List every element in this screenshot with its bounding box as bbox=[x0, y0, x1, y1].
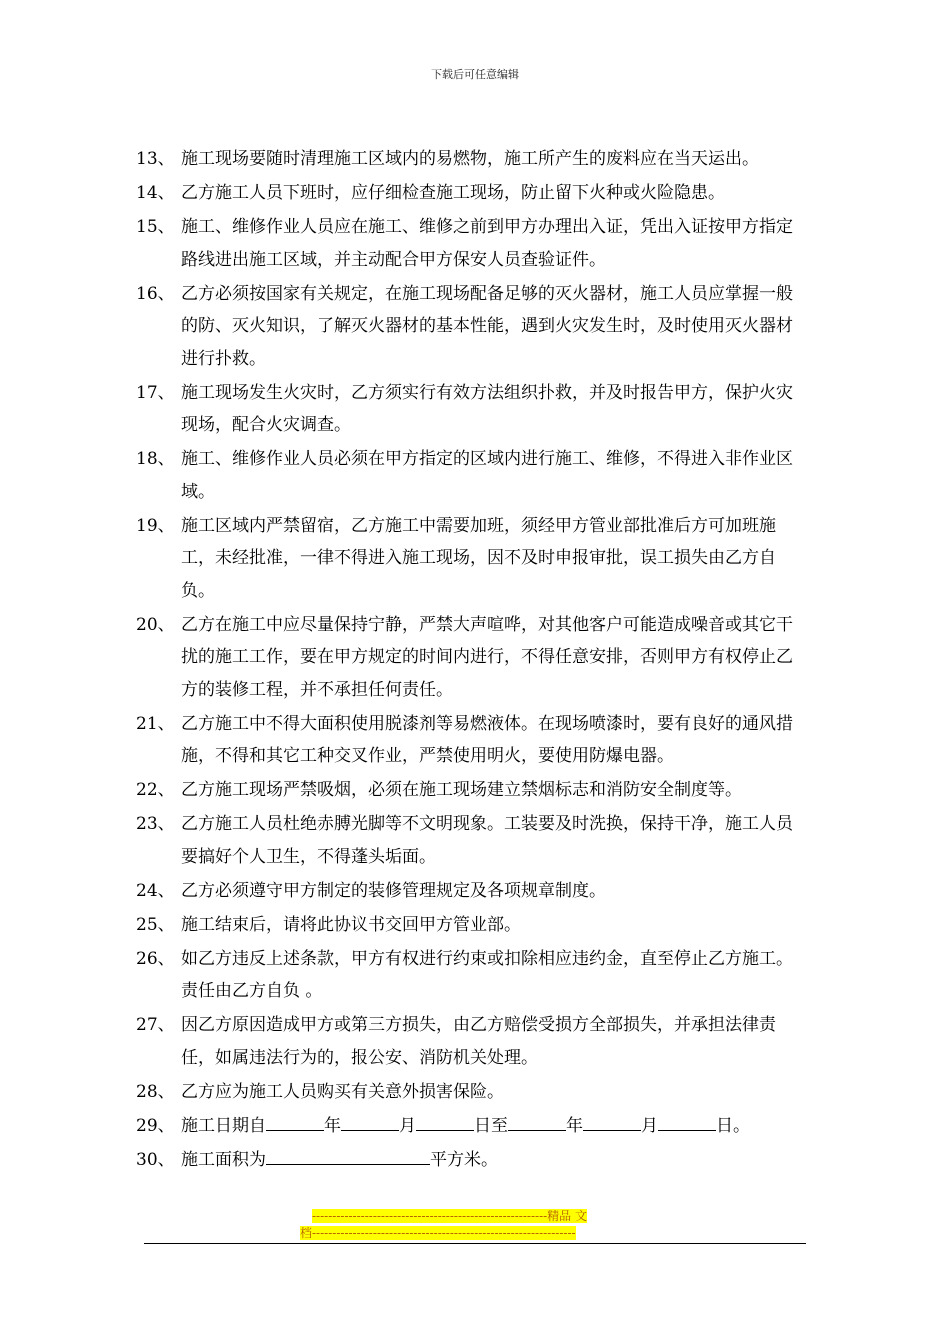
start-year-blank[interactable] bbox=[266, 1111, 324, 1131]
clause-text: 乙方必须遵守甲方制定的装修管理规定及各项规章制度。 bbox=[181, 880, 606, 901]
clause-text bbox=[181, 1110, 808, 1143]
clause-number: 14、 bbox=[136, 183, 175, 203]
footer-watermark bbox=[300, 1208, 650, 1242]
clause-text: 施工结束后，请将此协议书交回甲方管业部。 bbox=[181, 914, 521, 935]
clause-text: 因乙方原因造成甲方或第三方损失，由乙方赔偿受损方全部损失，并承担法律责任，如属违法行为的，报公安、消防机关处理。 bbox=[181, 1015, 776, 1068]
clause-17 bbox=[136, 377, 808, 442]
area-blank[interactable] bbox=[266, 1145, 430, 1165]
clause-14 bbox=[136, 177, 808, 210]
clause-number: 27、 bbox=[136, 1015, 175, 1035]
start-month-blank[interactable] bbox=[341, 1111, 399, 1131]
clause-text: 施工现场要随时清理施工区域内的易燃物，施工所产生的废料应在当天运出。 bbox=[181, 149, 759, 169]
end-month-blank[interactable] bbox=[583, 1111, 641, 1131]
start-month-unit: 月 bbox=[399, 1115, 416, 1136]
clause-number: 18、 bbox=[136, 449, 175, 469]
clause-15 bbox=[136, 211, 808, 276]
end-month-unit: 月 bbox=[641, 1115, 658, 1136]
clause-number: 20、 bbox=[136, 614, 175, 635]
clause-number: 17、 bbox=[136, 382, 175, 403]
clause-number: 28、 bbox=[136, 1081, 175, 1102]
clause-number: 26、 bbox=[136, 948, 175, 969]
clause-18 bbox=[136, 443, 808, 508]
end-day-unit: 日。 bbox=[716, 1115, 750, 1136]
clause-text: 乙方应为施工人员购买有关意外损害保险。 bbox=[181, 1081, 504, 1102]
clause-list bbox=[136, 143, 808, 1178]
clause-number: 29、 bbox=[136, 1115, 175, 1136]
clause-number: 24、 bbox=[136, 880, 175, 901]
date-prefix: 施工日期自 bbox=[181, 1115, 266, 1136]
area-prefix: 施工面积为 bbox=[181, 1149, 266, 1170]
clause-text: 乙方必须按国家有关规定，在施工现场配备足够的灭火器材，施工人员应掌握一般的防、灭火知识，了解灭火器材的基本性能，遇到火灾发生时，及时使用灭火器材进行扑救。 bbox=[181, 283, 793, 369]
end-year-unit: 年 bbox=[566, 1115, 583, 1136]
clause-text: 乙方施工中不得大面积使用脱漆剂等易燃液体。在现场喷漆时，要有良好的通风措施，不得和其它工种交叉作业，严禁使用明火，要使用防爆电器。 bbox=[181, 713, 793, 766]
clause-number: 30、 bbox=[136, 1149, 175, 1170]
clause-19 bbox=[136, 510, 808, 608]
clause-23 bbox=[136, 808, 808, 873]
start-day-unit: 日至 bbox=[474, 1115, 508, 1136]
clause-text: 乙方在施工中应尽量保持宁静，严禁大声喧哗，对其他客户可能造成噪音或其它干扰的施工工作，要在甲方规定的时间内进行，不得任意安排，否则甲方有权停止乙方的装修工程，并不承担任何责任。 bbox=[181, 614, 793, 700]
clause-21 bbox=[136, 708, 808, 773]
clause-29 bbox=[136, 1110, 808, 1143]
clause-text: 施工区域内严禁留宿，乙方施工中需要加班，须经甲方管业部批准后方可加班施工，未经批准，一律不得进入施工现场，因不及时申报审批，误工损失由乙方自负。 bbox=[181, 515, 776, 601]
clause-number: 15、 bbox=[136, 217, 175, 237]
clause-13 bbox=[136, 143, 808, 176]
start-day-blank[interactable] bbox=[416, 1111, 474, 1131]
clause-22 bbox=[136, 774, 808, 807]
clause-25 bbox=[136, 909, 808, 942]
clause-number: 19、 bbox=[136, 515, 175, 536]
end-day-blank[interactable] bbox=[658, 1111, 716, 1131]
end-year-blank[interactable] bbox=[508, 1111, 566, 1131]
clause-24 bbox=[136, 875, 808, 908]
clause-number: 16、 bbox=[136, 283, 175, 304]
clause-27 bbox=[136, 1009, 808, 1074]
area-unit: 平方米。 bbox=[430, 1149, 498, 1170]
clause-text: 乙方施工人员下班时，应仔细检查施工现场，防止留下火种或火险隐患。 bbox=[181, 183, 725, 203]
clause-number: 22、 bbox=[136, 780, 175, 800]
clause-text: 施工现场发生火灾时，乙方须实行有效方法组织扑救，并及时报告甲方，保护火灾现场，配合火灾调查。 bbox=[181, 382, 793, 435]
clause-number: 21、 bbox=[136, 713, 175, 734]
clause-text: 乙方施工人员杜绝赤膊光脚等不文明现象。工装要及时洗换，保持干净，施工人员要搞好个人卫生，不得蓬头垢面。 bbox=[181, 814, 793, 867]
clause-text: 乙方施工现场严禁吸烟，必须在施工现场建立禁烟标志和消防安全制度等。 bbox=[181, 780, 742, 800]
clause-number: 25、 bbox=[136, 914, 175, 935]
clause-text: 如乙方违反上述条款，甲方有权进行约束或扣除相应违约金，直至停止乙方施工。责任由乙方自负 。 bbox=[181, 948, 793, 1001]
clause-16 bbox=[136, 278, 808, 376]
clause-26 bbox=[136, 943, 808, 1008]
clause-number: 23、 bbox=[136, 814, 175, 834]
footer-rule bbox=[144, 1243, 806, 1244]
clause-text bbox=[181, 1144, 808, 1177]
clause-20 bbox=[136, 609, 808, 707]
clause-28 bbox=[136, 1076, 808, 1109]
start-year-unit: 年 bbox=[324, 1115, 341, 1136]
footer-line-1: ----------------------------------------------------------精品 文 bbox=[312, 1209, 587, 1223]
clause-text: 施工、维修作业人员应在施工、维修之前到甲方办理出入证，凭出入证按甲方指定路线进出施工区域，并主动配合甲方保安人员查验证件。 bbox=[181, 217, 793, 270]
clause-text: 施工、维修作业人员必须在甲方指定的区域内进行施工、维修，不得进入非作业区域。 bbox=[181, 449, 793, 502]
footer-line-2: 档----------------------------------------------------------------- bbox=[300, 1226, 576, 1240]
clause-number: 13、 bbox=[136, 149, 175, 169]
clause-30 bbox=[136, 1144, 808, 1177]
page-header-note: 下载后可任意编辑 bbox=[431, 68, 519, 81]
